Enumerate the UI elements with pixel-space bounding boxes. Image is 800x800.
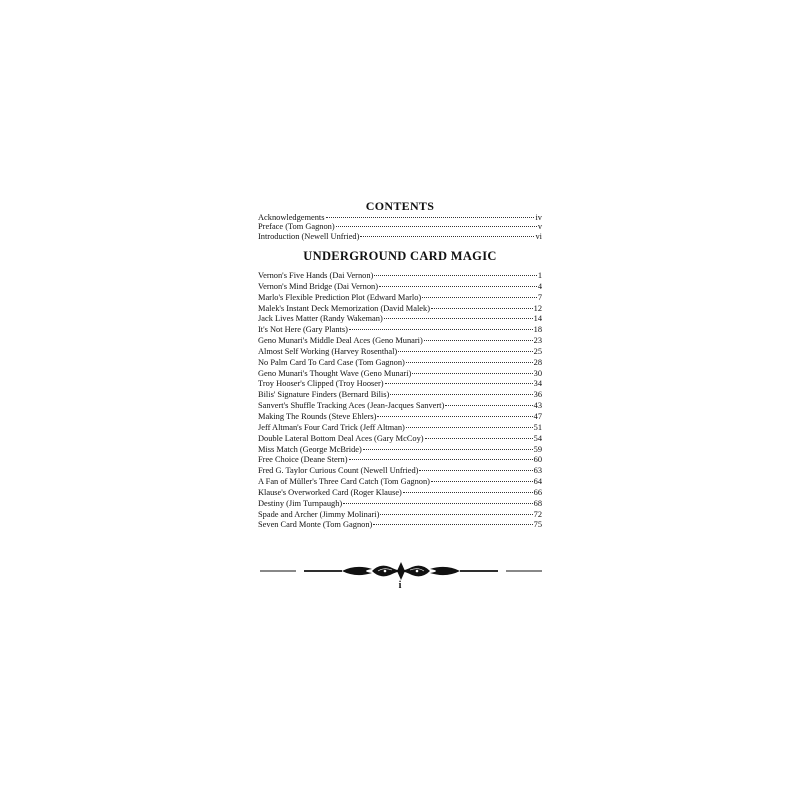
toc-entry-page: 1 <box>537 271 542 280</box>
toc-entry-title: No Palm Card To Card Case (Tom Gagnon) <box>258 357 405 367</box>
toc-entry-page: 63 <box>533 466 542 476</box>
dot-leader <box>398 351 532 352</box>
dot-leader <box>349 459 533 460</box>
toc-entry-title: Double Lateral Bottom Deal Aces (Gary McCoy) <box>258 433 424 443</box>
contents-heading: CONTENTS <box>365 199 435 213</box>
toc-entry <box>258 347 542 358</box>
toc-entry-page: 4 <box>537 281 542 291</box>
toc-entry <box>258 293 542 304</box>
toc-entry-title: Almost Self Working (Harvey Rosenthal) <box>258 346 398 356</box>
toc-entry-title: Free Choice (Deane Stern) <box>258 455 348 465</box>
toc-entry-page: 18 <box>533 325 542 335</box>
toc-entry-page: 68 <box>533 498 542 508</box>
toc-entry-page: 28 <box>533 357 542 367</box>
toc-entry <box>258 336 542 347</box>
toc-entry <box>258 520 542 531</box>
toc-entry-title: Klause's Overworked Card (Roger Klause) <box>258 487 402 497</box>
toc-entry <box>258 455 542 466</box>
dot-leader <box>419 470 532 471</box>
page-number: i <box>398 580 402 591</box>
toc-entry-title: Destiny (Jim Turnpaugh) <box>258 498 343 508</box>
toc-entry-title: Troy Hooser's Clipped (Troy Hooser) <box>258 379 384 389</box>
toc-entry <box>258 390 542 401</box>
toc-entry-title: Spade and Archer (Jimmy Molinari) <box>258 509 380 519</box>
toc-entry-page: 30 <box>533 368 542 378</box>
dot-leader <box>445 405 532 406</box>
toc-entry <box>258 222 542 231</box>
dot-leader <box>406 427 533 428</box>
chapter-list <box>258 271 542 531</box>
book-title: UNDERGROUND CARD MAGIC <box>303 249 497 263</box>
toc-entry <box>258 369 542 380</box>
toc-entry-title: Jack Lives Matter (Randy Wakeman) <box>258 314 383 324</box>
toc-entry-title: Jeff Altman's Four Card Trick (Jeff Altman) <box>258 422 405 432</box>
toc-entry-title: Introduction (Newell Unfried) <box>258 231 360 241</box>
toc-entry <box>258 423 542 434</box>
toc-entry-title: Seven Card Monte (Tom Gagnon) <box>258 520 373 530</box>
toc-entry <box>258 379 542 390</box>
toc-entry <box>258 314 542 325</box>
dot-leader <box>363 449 533 450</box>
toc-entry-page: iv <box>535 213 542 222</box>
toc-entry-title: Preface (Tom Gagnon) <box>258 222 335 232</box>
toc-entry-title: Fred G. Taylor Curious Count (Newell Unfried) <box>258 466 419 476</box>
dot-leader <box>377 416 532 417</box>
dot-leader <box>336 226 537 227</box>
toc-entry-title: Malek's Instant Deck Memorization (David Malek) <box>258 303 430 313</box>
dot-leader <box>343 503 532 504</box>
toc-entry-page: 34 <box>533 379 542 389</box>
toc-entry-title: Geno Munari's Thought Wave (Geno Munari) <box>258 368 412 378</box>
toc-entry-page: 59 <box>533 444 542 454</box>
toc-entry <box>258 358 542 369</box>
toc-entry <box>258 477 542 488</box>
toc-entry-title: Vernon's Mind Bridge (Dai Vernon) <box>258 281 378 291</box>
toc-entry-title: Vernon's Five Hands (Dai Vernon) <box>258 271 374 280</box>
dot-leader <box>379 286 537 287</box>
ornament-divider <box>260 561 542 581</box>
toc-entry-page: 47 <box>533 411 542 421</box>
toc-entry-title: Sanvert's Shuffle Tracking Aces (Jean-Jacques Sanvert) <box>258 401 445 411</box>
toc-entry <box>258 412 542 423</box>
toc-entry <box>258 271 542 282</box>
toc-entry <box>258 304 542 315</box>
dot-leader <box>385 383 533 384</box>
dot-leader <box>422 297 537 298</box>
toc-entry <box>258 445 542 456</box>
dot-leader <box>406 362 533 363</box>
dot-leader <box>360 236 534 237</box>
dot-leader <box>384 318 533 319</box>
toc-entry-page: vi <box>535 231 542 241</box>
toc-entry-page: v <box>537 222 542 232</box>
toc-entry-title: It's Not Here (Gary Plants) <box>258 325 348 335</box>
dot-leader <box>326 217 535 218</box>
toc-entry-title: A Fan of Müller's Three Card Catch (Tom Gagnon) <box>258 477 430 487</box>
toc-entry-title: Miss Match (George McBride) <box>258 444 362 454</box>
dot-leader <box>431 481 533 482</box>
toc-entry <box>258 488 542 499</box>
toc-entry-title: Making The Rounds (Steve Ehlers) <box>258 411 377 421</box>
toc-entry <box>258 232 542 241</box>
dot-leader <box>403 492 533 493</box>
toc-entry-page: 66 <box>533 487 542 497</box>
toc-entry-page: 25 <box>533 346 542 356</box>
toc-entry-page: 54 <box>533 433 542 443</box>
toc-entry-page: 23 <box>533 336 542 346</box>
toc-entry <box>258 282 542 293</box>
toc-entry-page: 60 <box>533 455 542 465</box>
toc-entry-title: Bilis' Signature Finders (Bernard Bilis) <box>258 390 390 400</box>
toc-entry <box>258 401 542 412</box>
dot-leader <box>374 275 536 276</box>
dot-leader <box>431 308 533 309</box>
toc-entry <box>258 510 542 521</box>
toc-entry <box>258 499 542 510</box>
dot-leader <box>349 329 533 330</box>
toc-entry-page: 14 <box>533 314 542 324</box>
dot-leader <box>390 394 532 395</box>
toc-entry <box>258 213 542 222</box>
toc-entry-page: 12 <box>533 303 542 313</box>
toc-entry-page: 51 <box>533 422 542 432</box>
front-matter-list <box>258 213 542 241</box>
toc-entry-page: 64 <box>533 477 542 487</box>
toc-entry <box>258 434 542 445</box>
toc-entry-title: Geno Munari's Middle Deal Aces (Geno Munari) <box>258 336 423 346</box>
dot-leader <box>425 438 533 439</box>
toc-entry-title: Marlo's Flexible Prediction Plot (Edward Marlo) <box>258 292 422 302</box>
dot-leader <box>412 373 532 374</box>
toc-entry-page: 36 <box>533 390 542 400</box>
toc-entry-title: Acknowledgements <box>258 213 325 222</box>
toc-entry <box>258 466 542 477</box>
toc-entry-page: 7 <box>537 292 542 302</box>
toc-entry-page: 72 <box>533 509 542 519</box>
dot-leader <box>424 340 533 341</box>
dot-leader <box>373 524 532 525</box>
dot-leader <box>380 514 532 515</box>
toc-entry-page: 43 <box>533 401 542 411</box>
toc-entry <box>258 325 542 336</box>
toc-entry-page: 75 <box>533 520 542 530</box>
